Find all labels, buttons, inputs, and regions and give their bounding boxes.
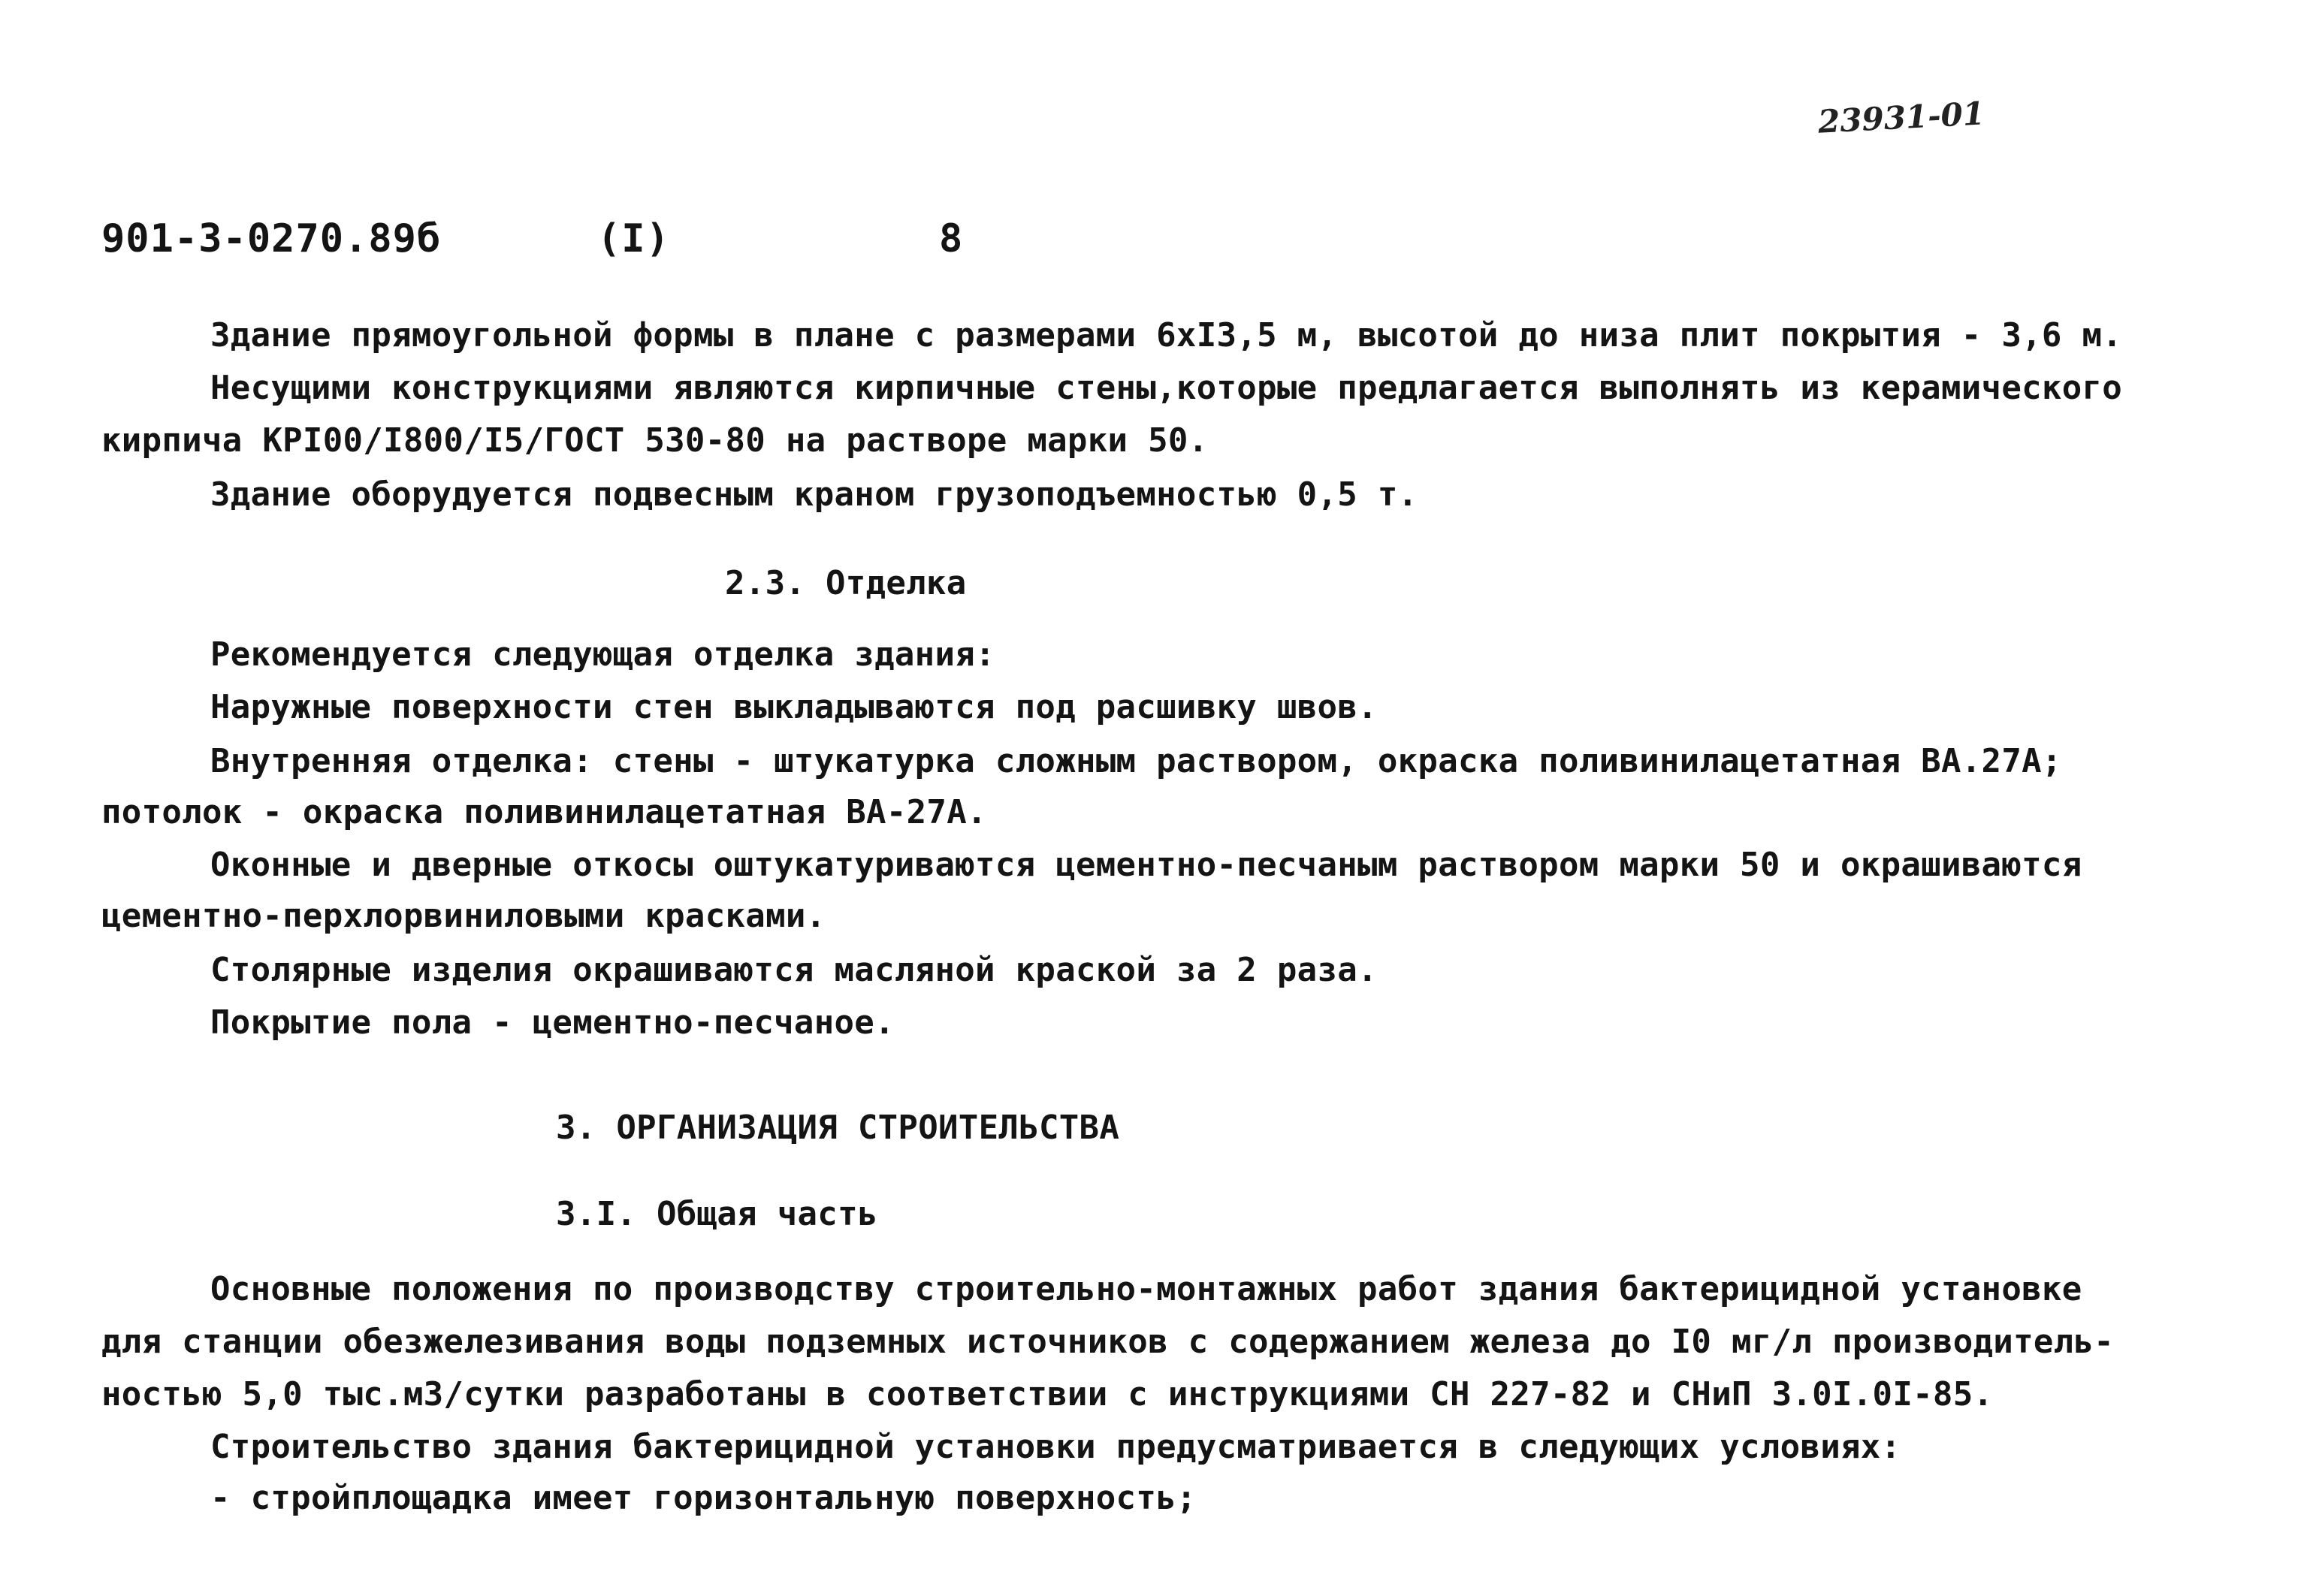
paragraph-line: для станции обезжелезивания воды подземных источников с содержанием железа до I0 мг/л производитель- (101, 1323, 2115, 1361)
sheet-number: (I) (597, 216, 670, 261)
section-heading-3: 3. ОРГАНИЗАЦИЯ СТРОИТЕЛЬСТВА (556, 1109, 1120, 1147)
handwritten-archive-number: 23931-01 (1816, 95, 1986, 140)
paragraph-line: Несущими конструкциями являются кирпичные стены,которые предлагается выполнять из керамического (210, 369, 2123, 407)
paragraph-line: потолок - окраска поливинилацетатная ВА-27А. (101, 793, 987, 831)
paragraph-line: Строительство здания бактерицидной установки предусматривается в следующих условиях: (210, 1428, 1901, 1466)
paragraph-line: Покрытие пола - цементно-песчаное. (210, 1003, 895, 1042)
page-number: 8 (939, 216, 964, 261)
paragraph-line: Внутренняя отделка: стены - штукатурка сложным раствором, окраска поливинилацетатная ВА.27А; (210, 742, 2062, 780)
paragraph-line: Оконные и дверные откосы оштукатуриваются цементно-песчаным раствором марки 50 и окрашиваются (210, 846, 2082, 884)
paragraph-line: Здание прямоугольной формы в плане с размерами 6хI3,5 м, высотой до низа плит покрытия - 3,6 м. (210, 316, 2123, 354)
paragraph-line: Основные положения по производству строительно-монтажных работ здания бактерицидной установке (210, 1270, 2082, 1308)
paragraph-line: Наружные поверхности стен выкладываются под расшивку швов. (210, 688, 1378, 726)
paragraph-line: цементно-перхлорвиниловыми красками. (101, 897, 826, 935)
list-item: - стройплощадка имеет горизонтальную поверхность; (210, 1479, 1197, 1517)
document-code: 901-3-0270.89б (101, 216, 442, 261)
paragraph-line: кирпича КРI00/I800/I5/ГОСТ 530-80 на растворе марки 50. (101, 421, 1209, 460)
paragraph-line: Здание оборудуется подвесным краном грузоподъемностью 0,5 т. (210, 475, 1418, 514)
paragraph-line: Рекомендуется следующая отделка здания: (210, 635, 995, 674)
section-heading-3-1: 3.I. Общая часть (556, 1195, 878, 1233)
section-heading-2-3: 2.3. Отделка (725, 564, 967, 602)
paragraph-line: Столярные изделия окрашиваются масляной краской за 2 раза. (210, 951, 1378, 989)
paragraph-line: ностью 5,0 тыс.м3/сутки разработаны в соответствии с инструкциями СН 227-82 и СНиП 3.0I.0I-85. (101, 1375, 1994, 1413)
